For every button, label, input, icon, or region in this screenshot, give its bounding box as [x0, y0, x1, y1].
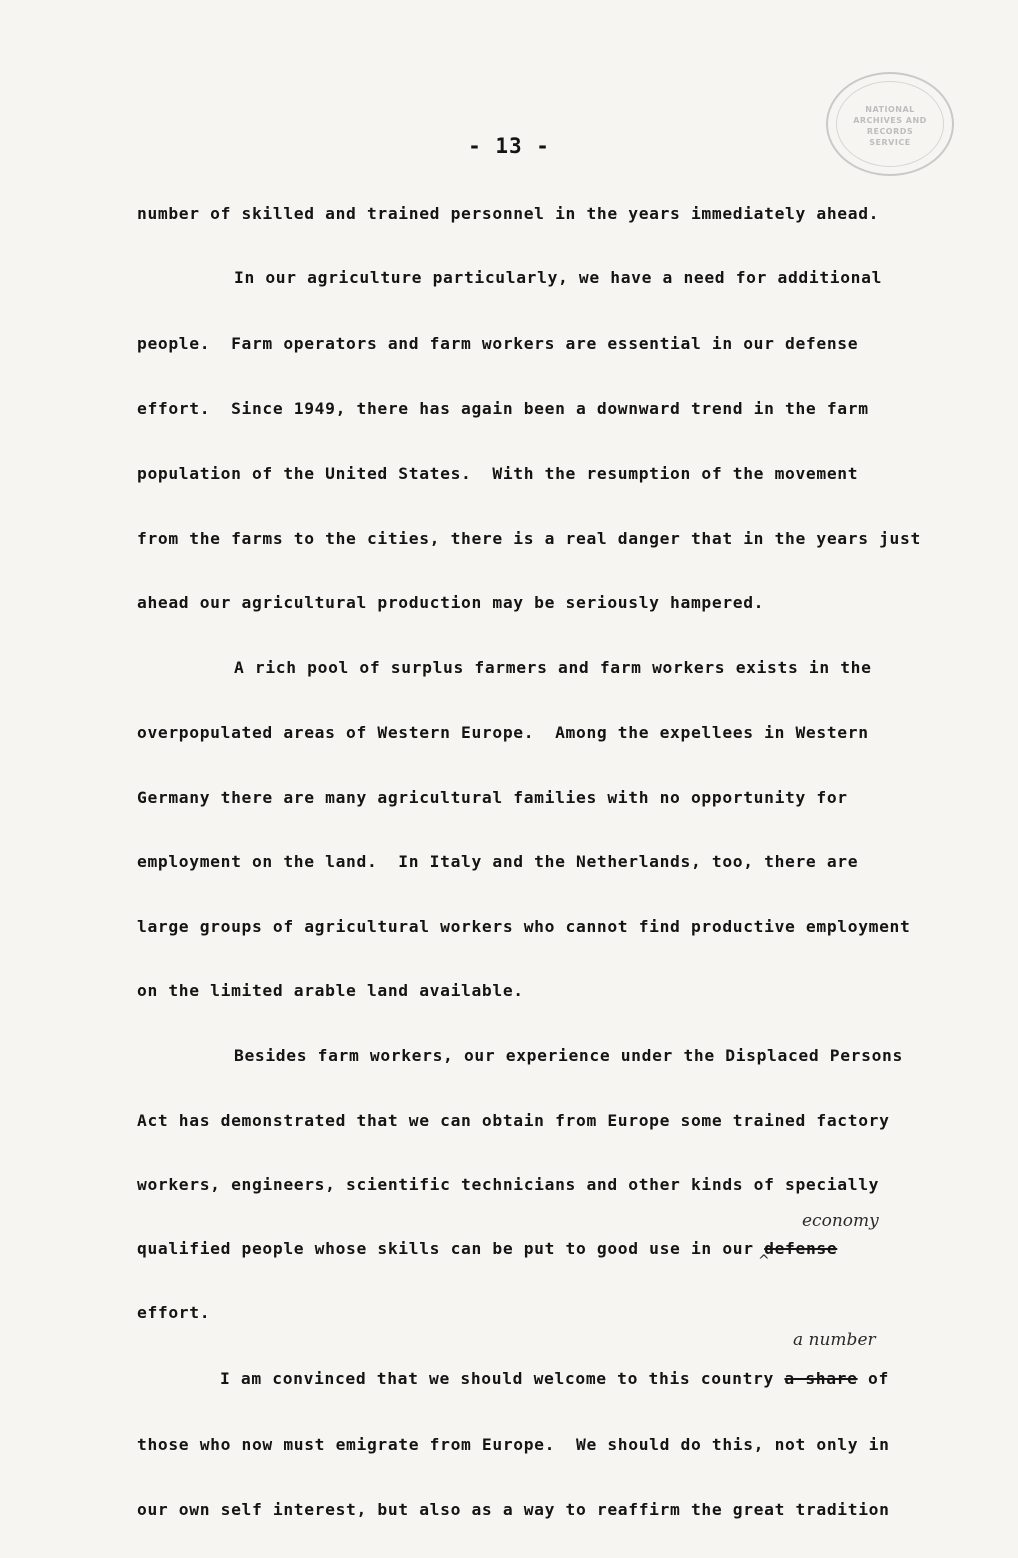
text-line: A rich pool of surplus farmers and farm workers exists in the — [234, 658, 872, 677]
text-line: on the limited arable land available. — [137, 981, 524, 1000]
text-line — [220, 1368, 889, 1390]
text-line: Besides farm workers, our experience under the Displaced Persons — [234, 1046, 903, 1065]
text-line: our own self interest, but also as a way to reaffirm the great tradition — [137, 1500, 890, 1519]
handwritten-insertion: economy — [802, 1211, 879, 1231]
stamp-line: SERVICE — [869, 138, 911, 147]
stamp-line: ARCHIVES AND — [853, 116, 927, 125]
text-line: those who now must emigrate from Europe. We should do this, not only in — [137, 1435, 890, 1454]
text-line: effort. Since 1949, there has again been a downward trend in the farm — [137, 399, 869, 418]
text-line: ahead our agricultural production may be seriously hampered. — [137, 593, 765, 612]
text-segment: of — [857, 1369, 889, 1388]
handwritten-insertion: a number — [793, 1330, 876, 1350]
struck-word: a share — [784, 1369, 858, 1388]
text-line: effort. — [137, 1303, 211, 1322]
insertion-caret-icon: ^ — [758, 1253, 770, 1269]
text-line: overpopulated areas of Western Europe. Among the expellees in Western — [137, 723, 869, 742]
text-line: Germany there are many agricultural families with no opportunity for — [137, 788, 848, 807]
struck-word: defense — [764, 1239, 838, 1258]
archive-stamp — [826, 72, 954, 176]
stamp-line: RECORDS — [866, 127, 914, 136]
text-segment: qualified people whose skills can be put to good use in our — [137, 1239, 765, 1258]
text-line: people. Farm operators and farm workers are essential in our defense — [137, 334, 859, 353]
text-line: Act has demonstrated that we can obtain from Europe some trained factory — [137, 1111, 890, 1130]
text-line: from the farms to the cities, there is a real danger that in the years just — [137, 529, 921, 548]
text-line: large groups of agricultural workers who cannot find productive employment — [137, 917, 911, 936]
text-line — [137, 1238, 837, 1260]
text-line: employment on the land. In Italy and the Netherlands, too, there are — [137, 852, 859, 871]
text-line: In our agriculture particularly, we have a need for additional — [234, 268, 883, 287]
text-line: number of skilled and trained personnel in the years immediately ahead. — [137, 204, 880, 223]
stamp-line: NATIONAL — [865, 105, 915, 114]
text-segment: I am convinced that we should welcome to this country — [220, 1369, 785, 1388]
text-line: population of the United States. With the resumption of the movement — [137, 464, 859, 483]
text-line: workers, engineers, scientific technicians and other kinds of specially — [137, 1175, 880, 1194]
page-number: - 13 - — [468, 134, 550, 158]
